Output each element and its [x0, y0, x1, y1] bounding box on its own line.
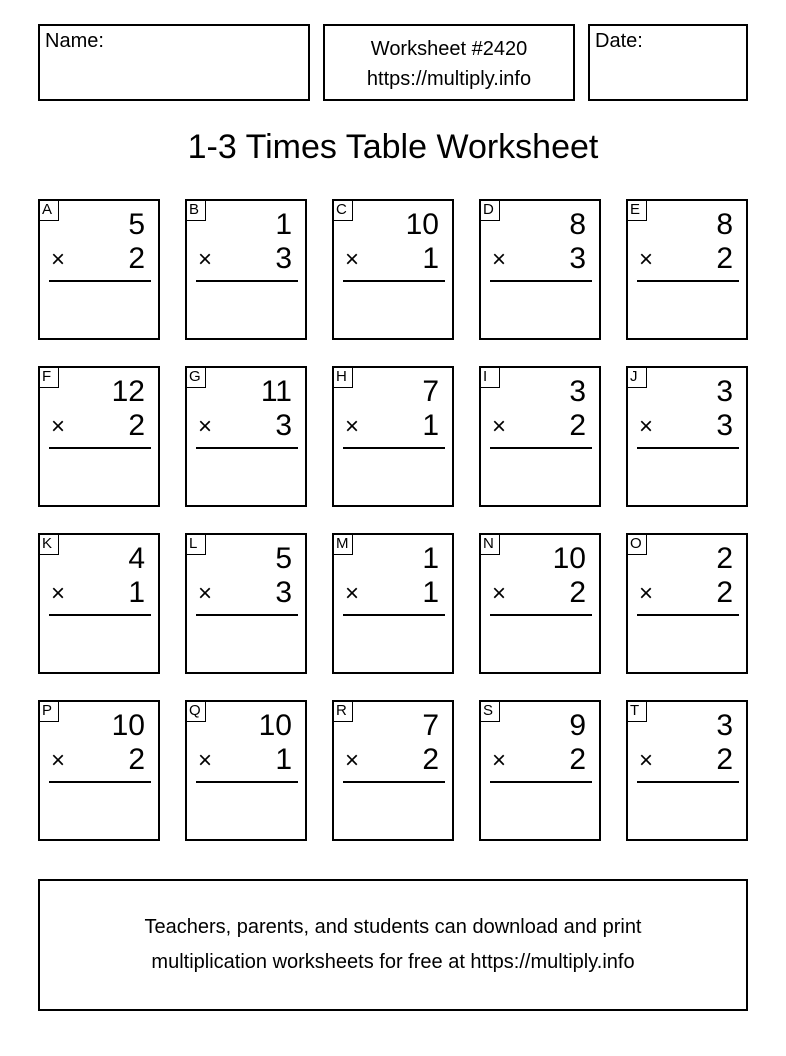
- answer-rule: [49, 781, 151, 783]
- problem-card[interactable]: [332, 199, 454, 340]
- problem-bottom-number: 2: [128, 743, 145, 776]
- answer-rule: [490, 447, 592, 449]
- problem-card[interactable]: [626, 199, 748, 340]
- problem-top-number: 7: [422, 375, 439, 408]
- problem-bottom-number: 2: [569, 576, 586, 609]
- problem-letter: M: [332, 533, 353, 555]
- problem-top-number: 10: [111, 709, 145, 742]
- problem-bottom-number: 2: [569, 409, 586, 442]
- problem-card[interactable]: [479, 199, 601, 340]
- problem-card[interactable]: [479, 533, 601, 674]
- problem-bottom-number: 1: [275, 743, 292, 776]
- problem-top-number: 9: [569, 709, 586, 742]
- problem-top-number: 12: [111, 375, 145, 408]
- problem-card[interactable]: [626, 533, 748, 674]
- problem-card[interactable]: [479, 700, 601, 841]
- problem-letter: L: [185, 533, 206, 555]
- multiply-icon: ×: [51, 747, 66, 774]
- problem-card[interactable]: [332, 366, 454, 507]
- problem-letter: O: [626, 533, 647, 555]
- answer-rule: [637, 280, 739, 282]
- answer-rule: [196, 781, 298, 783]
- answer-rule: [343, 447, 445, 449]
- multiply-icon: ×: [492, 580, 507, 607]
- multiply-icon: ×: [639, 413, 654, 440]
- problem-top-number: 5: [275, 542, 292, 575]
- problem-top-number: 11: [260, 375, 292, 408]
- multiply-icon: ×: [51, 580, 66, 607]
- problem-top-number: 8: [569, 208, 586, 241]
- footer-line-1: Teachers, parents, and students can download and print: [144, 916, 642, 938]
- problem-top-number: 10: [258, 709, 292, 742]
- multiply-icon: ×: [639, 246, 654, 273]
- problem-letter: C: [332, 199, 353, 221]
- problem-bottom-number: 1: [422, 576, 439, 609]
- problem-top-number: 1: [422, 542, 439, 575]
- multiply-icon: ×: [492, 413, 507, 440]
- problem-top-number: 4: [128, 542, 145, 575]
- problem-bottom-number: 3: [716, 409, 733, 442]
- problem-letter: B: [185, 199, 206, 221]
- multiply-icon: ×: [492, 747, 507, 774]
- answer-rule: [637, 614, 739, 616]
- problem-top-number: 3: [569, 375, 586, 408]
- problem-bottom-number: 3: [275, 242, 292, 275]
- problem-card[interactable]: [38, 366, 160, 507]
- problem-letter: P: [38, 700, 59, 722]
- multiply-icon: ×: [345, 747, 360, 774]
- multiply-icon: ×: [51, 246, 66, 273]
- problem-card[interactable]: [185, 366, 307, 507]
- problem-card[interactable]: [38, 199, 160, 340]
- answer-rule: [343, 781, 445, 783]
- worksheet-url: https://multiply.info: [366, 68, 532, 90]
- problem-letter: I: [479, 366, 500, 388]
- problem-letter: N: [479, 533, 500, 555]
- multiply-icon: ×: [198, 246, 213, 273]
- answer-rule: [49, 614, 151, 616]
- problem-top-number: 2: [716, 542, 733, 575]
- multiply-icon: ×: [639, 747, 654, 774]
- footer-line-2: multiplication worksheets for free at https://multiply.info: [151, 951, 635, 973]
- answer-rule: [343, 614, 445, 616]
- answer-rule: [49, 280, 151, 282]
- problem-card[interactable]: [332, 533, 454, 674]
- problem-card[interactable]: [626, 366, 748, 507]
- multiply-icon: ×: [345, 246, 360, 273]
- problem-card[interactable]: [479, 366, 601, 507]
- problem-bottom-number: 2: [422, 743, 439, 776]
- multiply-icon: ×: [345, 413, 360, 440]
- problem-card[interactable]: [38, 533, 160, 674]
- answer-rule: [637, 447, 739, 449]
- answer-rule: [196, 614, 298, 616]
- problem-bottom-number: 1: [422, 242, 439, 275]
- problem-card[interactable]: [38, 700, 160, 841]
- problem-letter: A: [38, 199, 59, 221]
- multiply-icon: ×: [345, 580, 360, 607]
- problem-letter: K: [38, 533, 59, 555]
- answer-rule: [490, 781, 592, 783]
- footer-note-box: [38, 879, 748, 1011]
- problem-top-number: 10: [552, 542, 586, 575]
- problem-letter: H: [332, 366, 353, 388]
- problem-letter: S: [479, 700, 500, 722]
- problem-letter: J: [626, 366, 647, 388]
- problem-letter: R: [332, 700, 353, 722]
- problem-top-number: 1: [275, 208, 292, 241]
- problem-letter: T: [626, 700, 647, 722]
- problem-bottom-number: 2: [716, 576, 733, 609]
- problem-bottom-number: 2: [128, 409, 145, 442]
- answer-rule: [49, 447, 151, 449]
- problem-letter: G: [185, 366, 206, 388]
- problem-top-number: 10: [405, 208, 439, 241]
- problem-card[interactable]: [185, 700, 307, 841]
- answer-rule: [196, 447, 298, 449]
- problem-top-number: 3: [716, 709, 733, 742]
- answer-rule: [490, 614, 592, 616]
- multiply-icon: ×: [198, 413, 213, 440]
- multiply-icon: ×: [51, 413, 66, 440]
- multiply-icon: ×: [198, 580, 213, 607]
- answer-rule: [196, 280, 298, 282]
- problem-card[interactable]: [185, 533, 307, 674]
- problem-bottom-number: 1: [128, 576, 145, 609]
- answer-rule: [637, 781, 739, 783]
- problem-card[interactable]: [185, 199, 307, 340]
- problem-top-number: 8: [716, 208, 733, 241]
- problem-bottom-number: 2: [716, 242, 733, 275]
- problem-letter: Q: [185, 700, 206, 722]
- problem-bottom-number: 2: [128, 242, 145, 275]
- problem-letter: D: [479, 199, 500, 221]
- answer-rule: [343, 280, 445, 282]
- problem-bottom-number: 2: [569, 743, 586, 776]
- problem-bottom-number: 2: [716, 743, 733, 776]
- worksheet-title: 1-3 Times Table Worksheet: [187, 128, 599, 166]
- problem-bottom-number: 3: [569, 242, 586, 275]
- problem-top-number: 3: [716, 375, 733, 408]
- name-label: Name:: [45, 30, 104, 52]
- problem-letter: E: [626, 199, 647, 221]
- worksheet-number: Worksheet #2420: [370, 38, 528, 60]
- answer-rule: [490, 280, 592, 282]
- problem-bottom-number: 3: [275, 409, 292, 442]
- problem-top-number: 7: [422, 709, 439, 742]
- problem-card[interactable]: [332, 700, 454, 841]
- multiply-icon: ×: [492, 246, 507, 273]
- problem-letter: F: [38, 366, 59, 388]
- problem-bottom-number: 1: [422, 409, 439, 442]
- problem-card[interactable]: [626, 700, 748, 841]
- multiply-icon: ×: [639, 580, 654, 607]
- problem-top-number: 5: [128, 208, 145, 241]
- problem-bottom-number: 3: [275, 576, 292, 609]
- multiply-icon: ×: [198, 747, 213, 774]
- date-label: Date:: [595, 30, 643, 52]
